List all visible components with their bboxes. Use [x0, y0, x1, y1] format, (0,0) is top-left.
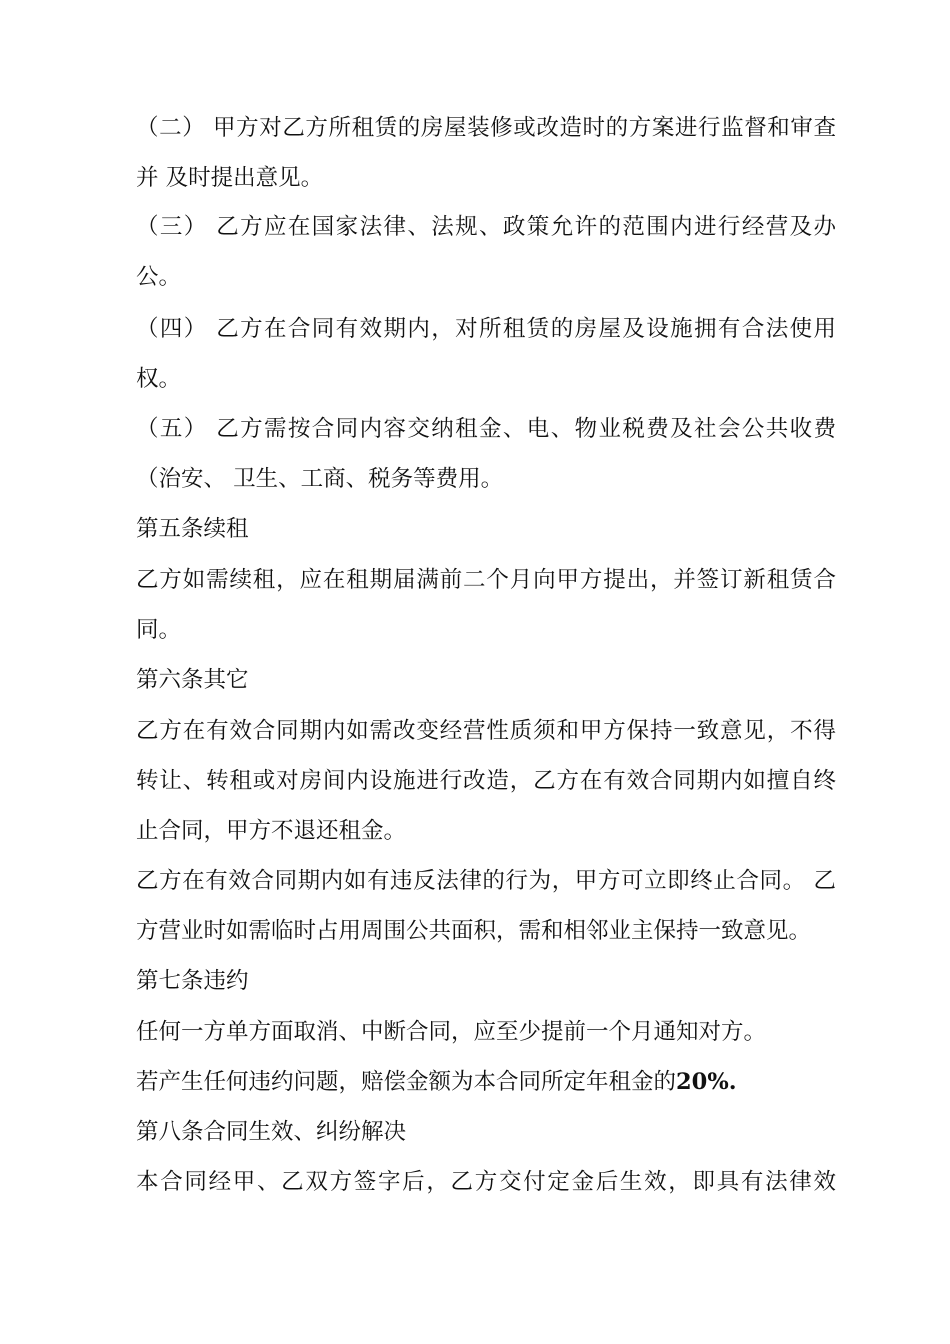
- article-6-heading: 第六条其它: [136, 667, 249, 693]
- article-5-line-2: 同。: [136, 617, 182, 643]
- article-8-line-1: 本合同经甲、乙双方签字后，乙方交付定金后生效，即具有法律效: [136, 1169, 836, 1195]
- penalty-rate: 20%.: [676, 1069, 737, 1095]
- article-5-line-1: 乙方如需续租，应在租期届满前二个月向甲方提出，并签订新租赁合: [136, 567, 836, 593]
- article-6-line-4: 乙方在有效合同期内如有违反法律的行为，甲方可立即终止合同。 乙: [136, 868, 836, 894]
- article-6-line-5: 方营业时如需临时占用周围公共面积，需和相邻业主保持一致意见。: [136, 918, 812, 944]
- clause-2-line-1: （二） 甲方对乙方所租赁的房屋装修或改造时的方案进行监督和审查: [136, 115, 836, 141]
- clause-3-line-2: 公。: [136, 264, 182, 290]
- clause-4-line-2: 权。: [136, 366, 182, 392]
- clause-2-line-2: 并 及时提出意见。: [136, 165, 324, 191]
- article-5-heading: 第五条续租: [136, 516, 249, 542]
- article-6-line-2: 转让、转租或对房间内设施进行改造，乙方在有效合同期内如擅自终: [136, 768, 836, 794]
- clause-5-line-2: （治安、 卫生、工商、税务等费用。: [136, 466, 504, 492]
- article-7-line-2: [136, 1067, 836, 1097]
- article-6-line-1: 乙方在有效合同期内如需改变经营性质须和甲方保持一致意见，不得: [136, 718, 836, 744]
- article-8-heading: 第八条合同生效、纠纷解决: [136, 1119, 407, 1145]
- article-7-line-1: 任何一方单方面取消、中断合同，应至少提前一个月通知对方。: [136, 1019, 767, 1045]
- clause-3-line-1: （三） 乙方应在国家法律、法规、政策允许的范围内进行经营及办: [136, 214, 836, 240]
- clause-4-line-1: （四） 乙方在合同有效期内，对所租赁的房屋及设施拥有合法使用: [136, 316, 836, 342]
- article-6-line-3: 止合同，甲方不退还租金。: [136, 818, 407, 844]
- article-7-heading: 第七条违约: [136, 968, 249, 994]
- article-7-line-2-text: 若产生任何违约问题，赔偿金额为本合同所定年租金的: [136, 1069, 677, 1095]
- clause-5-line-1: （五） 乙方需按合同内容交纳租金、电、物业税费及社会公共收费: [136, 416, 836, 442]
